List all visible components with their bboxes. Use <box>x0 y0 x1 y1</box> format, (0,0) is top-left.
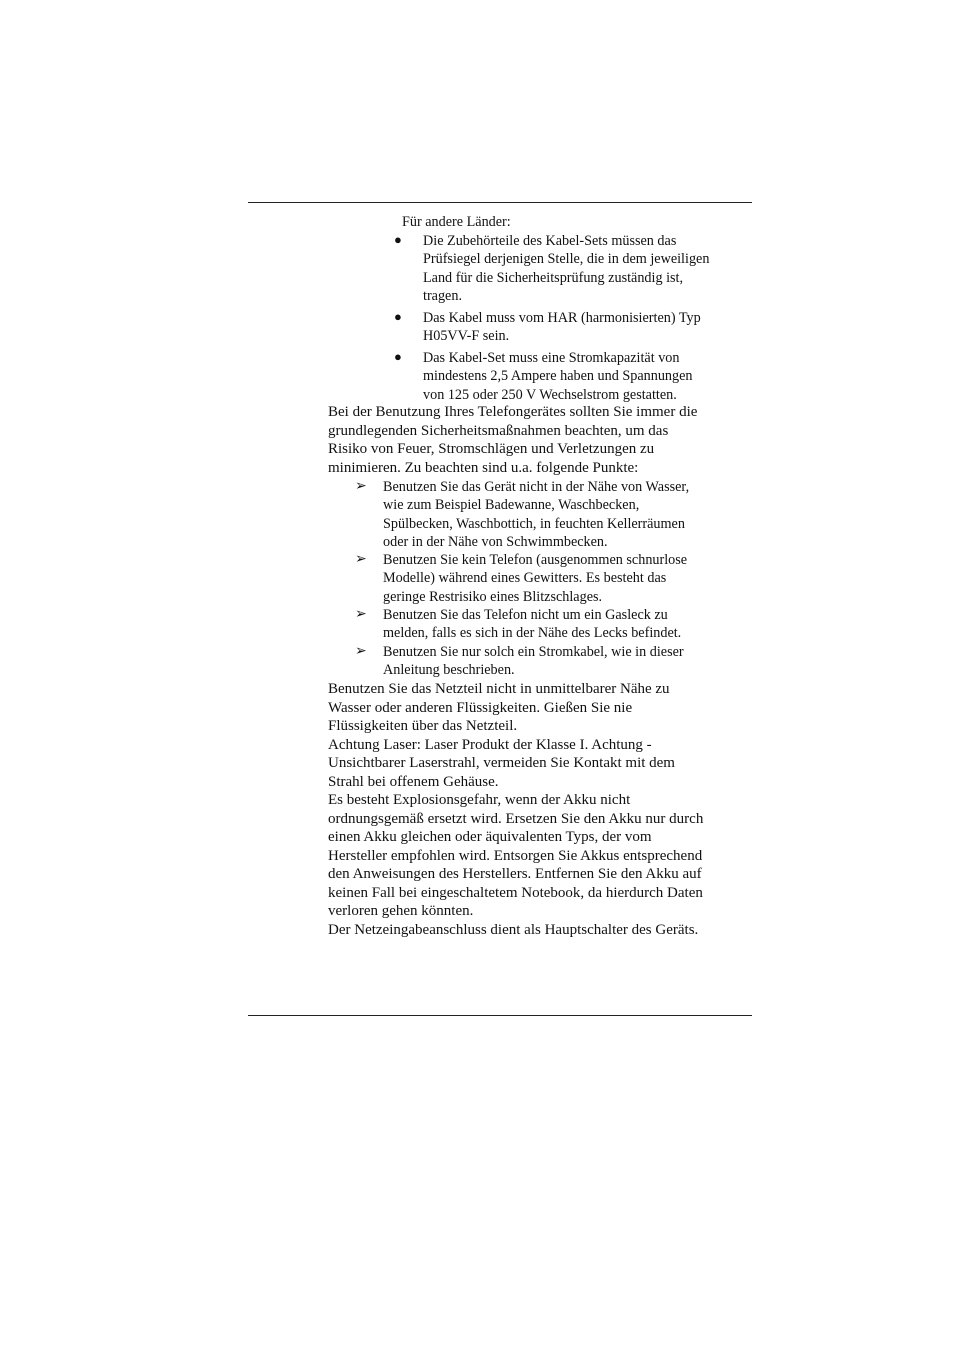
list-item: Benutzen Sie das Telefon nicht um ein Gasleck zu melden, falls es sich in der Nähe des Lecks befindet. <box>383 607 682 642</box>
list-item: Die Zubehörteile des Kabel-Sets müssen das Prüfsiegel derjenigen Stelle, die in dem jeweiligen Land für die Sicherheitsprüfung zuständig ist, tragen. <box>423 233 710 305</box>
list-item: Benutzen Sie kein Telefon (ausgenommen schnurlose Modelle) während eines Gewitters. Es besteht das geringe Restrisiko eines Blitzschlages. <box>383 552 688 605</box>
bullet-dot-icon: ● <box>394 309 402 324</box>
arrow-bullet-icon: ➢ <box>355 644 367 659</box>
intro-paragraph: Bei der Benutzung Ihres Telefongerätes sollten Sie immer die grundlegenden Sicherheitsmaßnahmen beachten, um das Risiko von Feuer, Stromschlägen und Verletzungen zu minimieren. Zu beachten sind u.a. folgende Punkte: <box>328 404 698 476</box>
list-item: Benutzen Sie das Gerät nicht in der Nähe von Wasser, wie zum Beispiel Badewanne, Waschbecken, Spülbecken, Waschbottich, in feuchten Kellerräumen oder in der Nähe von Schwimmbecken. <box>383 479 690 551</box>
list-item: Benutzen Sie nur solch ein Stromkabel, wie in dieser Anleitung beschrieben. <box>383 644 684 679</box>
bullet-dot-icon: ● <box>394 232 402 247</box>
arrow-bullet-icon: ➢ <box>355 607 367 622</box>
arrow-bullet-icon: ➢ <box>355 552 367 567</box>
arrow-bullet-icon: ➢ <box>355 479 367 494</box>
bullet-dot-icon: ● <box>394 349 402 364</box>
footer-rule <box>248 1015 752 1016</box>
countries-intro: Für andere Länder: <box>402 214 511 230</box>
header-rule <box>248 202 752 203</box>
list-item: Das Kabel muss vom HAR (harmonisierten) Typ H05VV-F sein. <box>423 310 701 345</box>
list-item: Das Kabel-Set muss eine Stromkapazität von mindestens 2,5 Ampere haben und Spannungen von 125 oder 250 V Wechselstrom gestatten. <box>423 350 693 403</box>
closing-paragraphs: Benutzen Sie das Netzteil nicht in unmittelbarer Nähe zu Wasser oder anderen Flüssigkeiten. Gießen Sie nie Flüssigkeiten über das Netzteil. Achtung Laser: Laser Produkt der Klasse I. Achtung - Unsichtbarer Laserstrahl, vermeiden Sie Kontakt mit dem Strahl bei offenem Gehäuse. Es besteht Explosionsgefahr, wenn der Akku nicht ordnungsgemäß ersetzt wird. Ersetzen Sie den Akku nur durch einen Akku gleichen oder äquivalenten Typs, der vom Hersteller empfohlen wird. Entsorgen Sie Akkus entsprechend den Anweisungen des Herstellers. Entfernen Sie den Akku auf keinen Fall bei eingeschaltetem Notebook, da hierdurch Daten verloren gehen könnten. Der Netzeingabeanschluss dient als Hauptschalter des Geräts. <box>328 681 704 938</box>
